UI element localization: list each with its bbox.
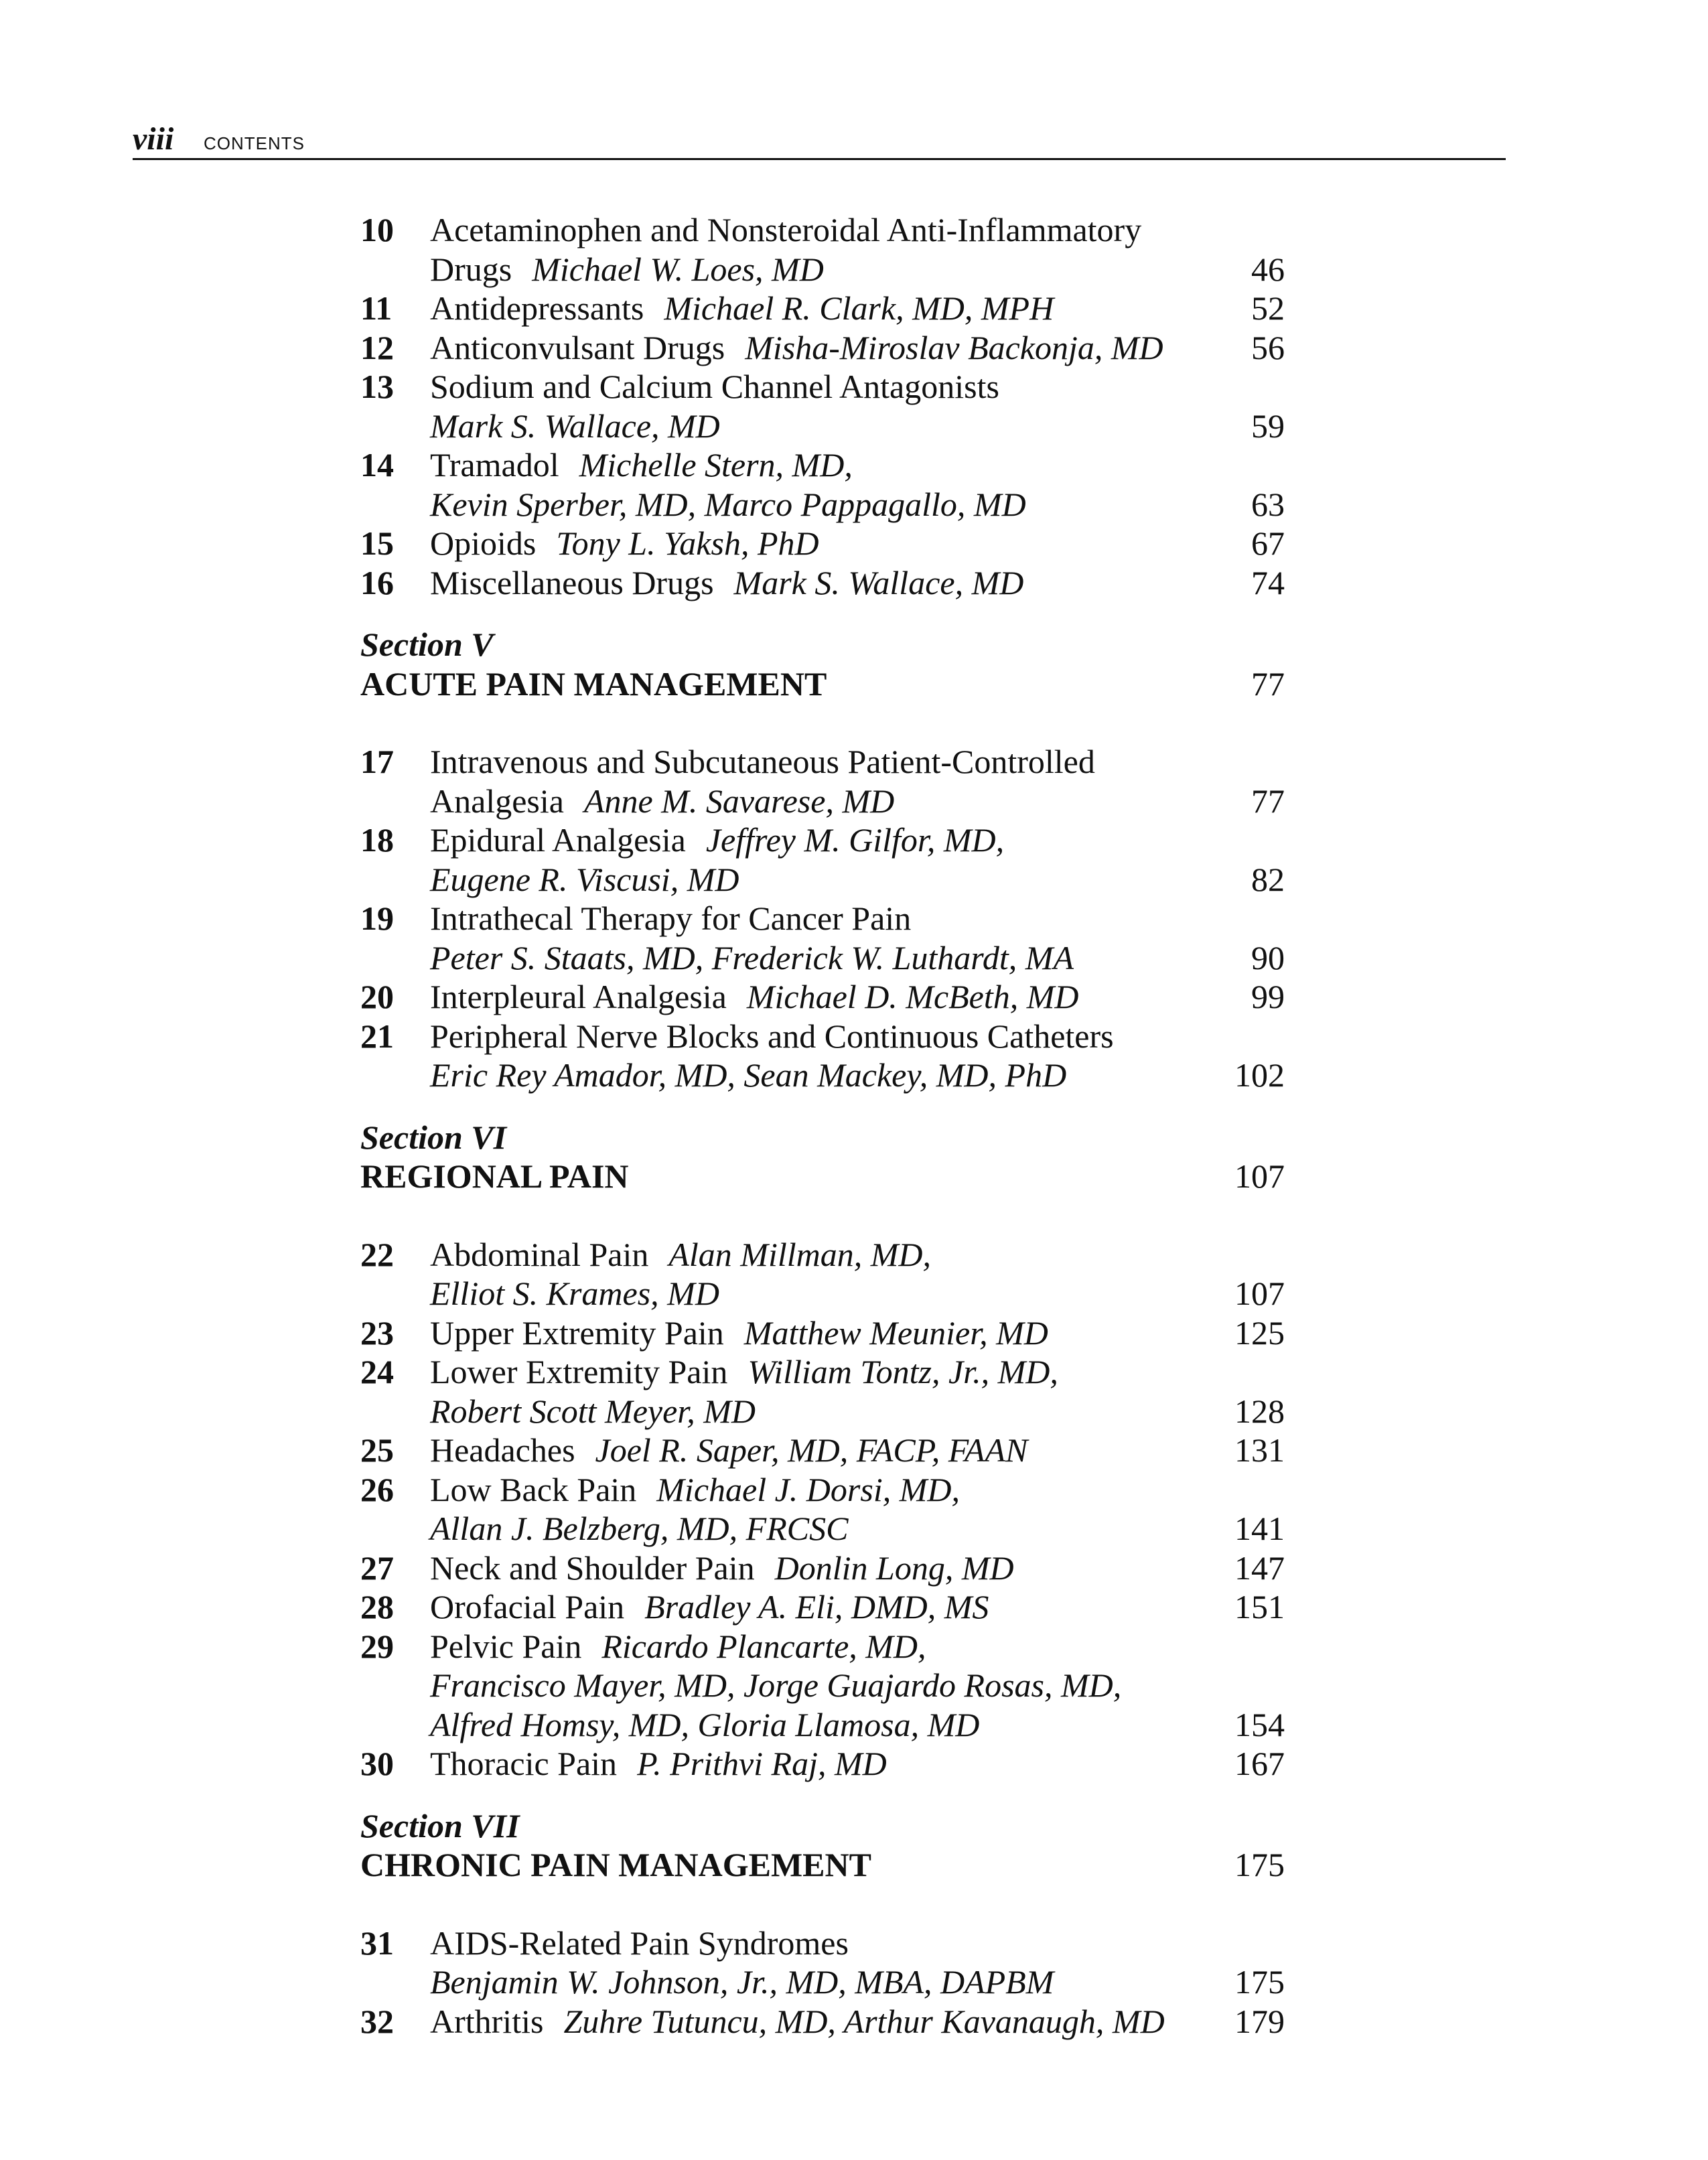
chapter-title: Neck and Shoulder Pain (430, 1549, 755, 1587)
chapter-number: 31 (360, 1924, 394, 1962)
page-number: 46 (1251, 250, 1285, 288)
chapter-author: Michael R. Clark, MD, MPH (664, 289, 1054, 327)
toc-entry-18[interactable] (360, 820, 1285, 899)
toc-entry-15[interactable] (360, 524, 1285, 563)
page-number: 107 (1234, 1275, 1285, 1312)
section-v[interactable] (360, 625, 1285, 703)
chapter-number: 20 (360, 978, 394, 1015)
chapter-author-continued: Kevin Sperber, MD, Marco Pappagallo, MD (430, 485, 1026, 523)
page-number: 63 (1251, 485, 1285, 523)
chapter-author-continued: Eugene R. Viscusi, MD (430, 860, 739, 898)
chapter-author-continued: Robert Scott Meyer, MD (430, 1392, 756, 1430)
chapter-number: 32 (360, 2002, 394, 2040)
section-label: Section VII (360, 1806, 520, 1845)
chapter-title: Acetaminophen and Nonsteroidal Anti-Inflammatory (430, 211, 1142, 248)
toc-entry-17[interactable] (360, 742, 1285, 820)
page-number: 59 (1251, 407, 1285, 445)
toc-entry-19[interactable] (360, 899, 1285, 977)
chapter-author: Joel R. Saper, MD, FACP, FAAN (595, 1431, 1028, 1469)
page-number: 77 (1251, 664, 1285, 703)
section-title: ACUTE PAIN MANAGEMENT (360, 664, 827, 703)
chapter-author: Benjamin W. Johnson, Jr., MD, MBA, DAPBM (430, 1963, 1054, 2001)
chapter-author-continued: Francisco Mayer, MD, Jorge Guajardo Rosas, MD, (430, 1666, 1122, 1704)
chapter-number: 15 (360, 524, 394, 562)
toc-entry-32[interactable] (360, 2002, 1285, 2041)
section-label: Section V (360, 626, 494, 663)
chapter-title-continued: Analgesia (430, 782, 564, 820)
toc-entry-27[interactable] (360, 1549, 1285, 1588)
toc-entry-14[interactable] (360, 445, 1285, 524)
page-number: 52 (1251, 289, 1285, 327)
chapter-title: Miscellaneous Drugs (430, 563, 714, 601)
chapter-author: Michelle Stern, MD, (579, 446, 853, 484)
page-number: 99 (1251, 978, 1285, 1015)
chapter-author: Zuhre Tutuncu, MD, Arthur Kavanaugh, MD (563, 2002, 1165, 2040)
chapter-author: Ricardo Plancarte, MD, (601, 1627, 926, 1665)
chapter-title: Tramadol (430, 446, 559, 484)
page-number: 82 (1251, 860, 1285, 898)
chapter-number: 14 (360, 446, 394, 484)
chapter-number: 24 (360, 1353, 394, 1390)
toc-entry-31[interactable] (360, 1924, 1285, 2002)
chapter-number: 30 (360, 1745, 394, 1782)
page-number: 175 (1234, 1963, 1285, 2001)
page-number: 74 (1251, 563, 1285, 601)
chapter-title: Arthritis (430, 2002, 544, 2040)
page-number: 128 (1234, 1392, 1285, 1430)
chapter-title: Abdominal Pain (430, 1235, 649, 1273)
chapter-number: 17 (360, 743, 394, 780)
chapter-title: Anticonvulsant Drugs (430, 328, 725, 366)
chapter-number: 19 (360, 899, 394, 937)
chapter-title: Lower Extremity Pain (430, 1353, 728, 1390)
page-number: 131 (1234, 1431, 1285, 1469)
chapter-number: 10 (360, 211, 394, 248)
chapter-number: 18 (360, 821, 394, 859)
chapter-author: Donlin Long, MD (774, 1549, 1014, 1587)
chapter-number: 12 (360, 328, 394, 366)
chapter-author: Bradley A. Eli, DMD, MS (644, 1588, 989, 1626)
chapter-author: Mark S. Wallace, MD (733, 563, 1024, 601)
chapter-title: Peripheral Nerve Blocks and Continuous Catheters (430, 1017, 1114, 1055)
chapter-author: Misha-Miroslav Backonja, MD (745, 328, 1163, 366)
section-title: CHRONIC PAIN MANAGEMENT (360, 1846, 871, 1883)
page-number: 175 (1234, 1846, 1285, 1883)
toc-entry-21[interactable] (360, 1017, 1285, 1095)
page-number: 141 (1234, 1510, 1285, 1547)
chapter-author: Alan Millman, MD, (668, 1235, 932, 1273)
chapter-title: Opioids (430, 524, 537, 562)
chapter-title: Intrathecal Therapy for Cancer Pain (430, 899, 912, 937)
chapter-title: Sodium and Calcium Channel Antagonists (430, 368, 999, 405)
page-number: 107 (1234, 1157, 1285, 1195)
page-number: 77 (1251, 782, 1285, 820)
chapter-number: 26 (360, 1470, 394, 1508)
chapter-number: 29 (360, 1627, 394, 1665)
chapter-author: Tony L. Yaksh, PhD (556, 524, 819, 562)
chapter-author: William Tontz, Jr., MD, (748, 1353, 1058, 1390)
page-number: 154 (1234, 1705, 1285, 1743)
chapter-number: 22 (360, 1235, 394, 1273)
toc-entry-24[interactable] (360, 1352, 1285, 1431)
chapter-title: Thoracic Pain (430, 1745, 618, 1782)
chapter-title: Antidepressants (430, 289, 644, 327)
page-number: 167 (1234, 1745, 1285, 1782)
page-number: 125 (1234, 1313, 1285, 1352)
chapter-title: AIDS-Related Pain Syndromes (430, 1924, 849, 1962)
page-number: 67 (1251, 524, 1285, 562)
toc-entry-10[interactable] (360, 210, 1285, 289)
toc-entry-30[interactable] (360, 1744, 1285, 1784)
chapter-author: Michael W. Loes, MD (532, 250, 824, 288)
chapter-title: Orofacial Pain (430, 1588, 625, 1626)
toc-entry-16[interactable] (360, 563, 1285, 603)
page-number: 151 (1234, 1588, 1285, 1626)
chapter-author-continued: Elliot S. Krames, MD (430, 1275, 719, 1312)
page-number: 102 (1234, 1056, 1285, 1094)
running-head (133, 121, 1506, 160)
chapter-author: Matthew Meunier, MD (743, 1313, 1048, 1352)
toc-entry-26[interactable] (360, 1470, 1285, 1549)
page-number: 56 (1251, 328, 1285, 366)
chapter-number: 16 (360, 563, 394, 601)
chapter-title: Pelvic Pain (430, 1627, 582, 1665)
section-title: REGIONAL PAIN (360, 1157, 629, 1195)
table-of-contents (360, 210, 1285, 2041)
chapter-number: 28 (360, 1588, 394, 1626)
chapter-number: 21 (360, 1017, 394, 1055)
chapter-author: Eric Rey Amador, MD, Sean Mackey, MD, PhD (430, 1056, 1067, 1094)
chapter-author: P. Prithvi Raj, MD (637, 1745, 887, 1782)
chapter-title: Intravenous and Subcutaneous Patient-Controlled (430, 743, 1095, 780)
section-label: Section VI (360, 1118, 507, 1156)
chapter-author: Mark S. Wallace, MD (430, 407, 720, 445)
toc-entry-22[interactable] (360, 1235, 1285, 1313)
chapter-title: Headaches (430, 1431, 575, 1469)
toc-entry-23[interactable] (360, 1313, 1285, 1353)
chapter-title: Epidural Analgesia (430, 821, 686, 859)
chapter-title-continued: Drugs (430, 250, 512, 288)
chapter-author: Anne M. Savarese, MD (583, 782, 895, 820)
running-title: CONTENTS (204, 133, 305, 153)
page-folio: viii (133, 121, 174, 157)
chapter-number: 25 (360, 1431, 394, 1469)
chapter-author: Jeffrey M. Gilfor, MD, (705, 821, 1005, 859)
toc-entry-28[interactable] (360, 1587, 1285, 1627)
chapter-author: Peter S. Staats, MD, Frederick W. Luthardt, MA (430, 938, 1074, 977)
toc-entry-11[interactable] (360, 289, 1285, 328)
chapter-title: Low Back Pain (430, 1470, 637, 1508)
page-number: 147 (1234, 1549, 1285, 1587)
chapter-author: Michael J. Dorsi, MD, (656, 1470, 960, 1508)
chapter-number: 23 (360, 1313, 394, 1352)
toc-entry-13[interactable] (360, 367, 1285, 445)
page-number: 179 (1234, 2002, 1285, 2040)
toc-entry-12[interactable] (360, 328, 1285, 368)
toc-entry-20[interactable] (360, 977, 1285, 1017)
chapter-number: 27 (360, 1549, 394, 1587)
section-vi[interactable] (360, 1118, 1285, 1196)
page-number: 90 (1251, 938, 1285, 977)
section-vii[interactable] (360, 1806, 1285, 1885)
toc-entry-29[interactable] (360, 1627, 1285, 1745)
chapter-author: Michael D. McBeth, MD (746, 978, 1079, 1015)
chapter-author-continued: Alfred Homsy, MD, Gloria Llamosa, MD (430, 1705, 980, 1743)
chapter-number: 11 (360, 289, 393, 327)
chapter-number: 13 (360, 368, 394, 405)
chapter-author-continued: Allan J. Belzberg, MD, FRCSC (430, 1510, 849, 1547)
toc-entry-25[interactable] (360, 1431, 1285, 1470)
chapter-title: Upper Extremity Pain (430, 1313, 724, 1352)
chapter-title: Interpleural Analgesia (430, 978, 727, 1015)
